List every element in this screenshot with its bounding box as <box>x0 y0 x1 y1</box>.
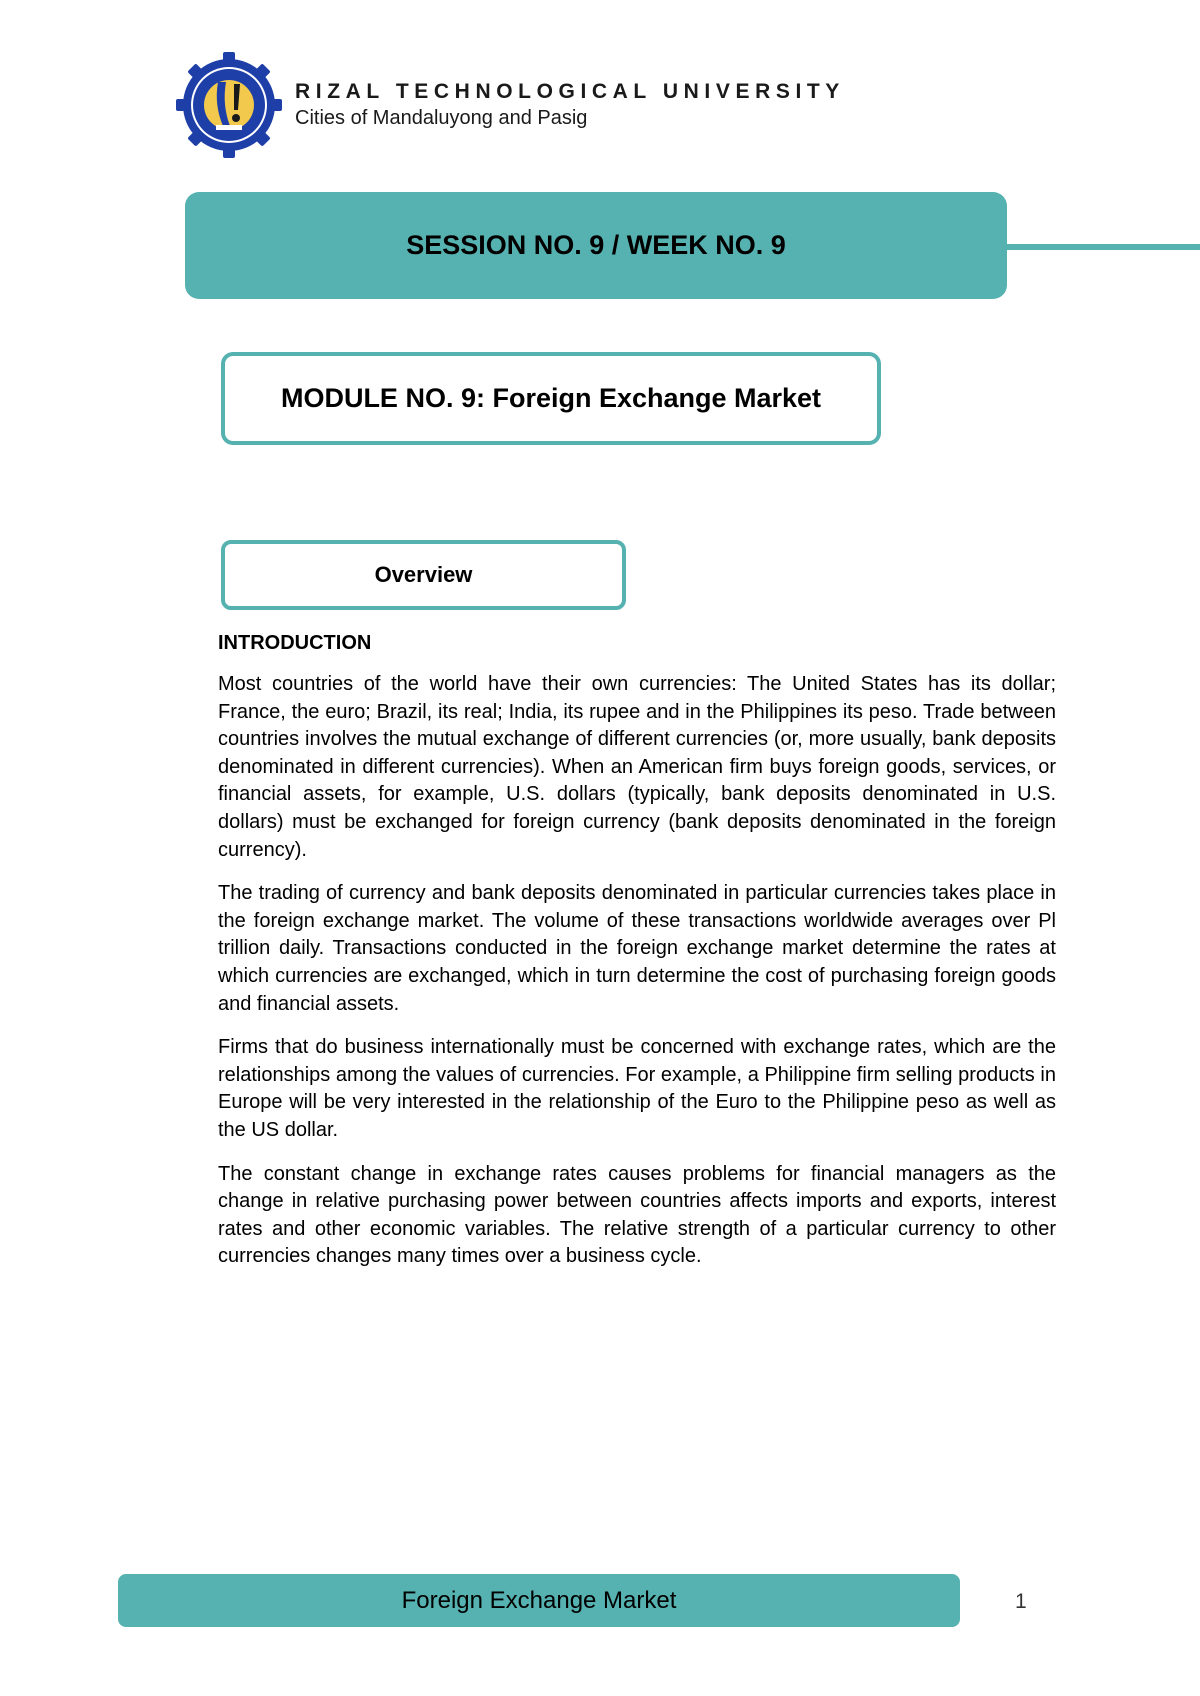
university-subtitle: Cities of Mandaluyong and Pasig <box>295 107 588 129</box>
paragraph: Most countries of the world have their own currencies: The United States has its dollar; France, the euro; Brazil, its real; India, its rupee and in the Philippines its peso. Trade between countries involves the mutual exchange of different currencies (or, more usually, bank deposits denominated in different currencies). When an American firm buys foreign goods, services, or financial assets, for example, U.S. dollars (typically, bank deposits denominated in U.S. dollars) must be exchanged for foreign currency (bank deposits denominated in the foreign currency). <box>218 673 1056 861</box>
paragraph: Firms that do business internationally must be concerned with exchange rates, which are the relationships among the values of currencies. For example, a Philippine firm selling products in Europe will be very interested in the relationship of the Euro to the Philippine peso as well as the US dollar. <box>218 1036 1056 1141</box>
session-title: SESSION NO. 9 / WEEK NO. 9 <box>406 230 786 260</box>
university-name: RIZAL TECHNOLOGICAL UNIVERSITY <box>295 80 845 103</box>
module-title: MODULE NO. 9: Foreign Exchange Market <box>280 383 822 413</box>
introduction-heading: INTRODUCTION <box>218 632 372 654</box>
footer-label: Foreign Exchange Market <box>401 1586 677 1614</box>
session-banner-line <box>1007 244 1200 250</box>
overview-label: Overview <box>374 562 473 587</box>
paragraph: The constant change in exchange rates causes problems for financial managers as the change in relative purchasing power between countries affects imports and exports, interest rates and other economic variables. The relative strength of a particular currency to other currencies changes many times over a business cycle. <box>218 1162 1056 1268</box>
page-number: 1 <box>1015 1590 1027 1613</box>
session-banner <box>185 192 1007 299</box>
footer-bar <box>118 1574 960 1627</box>
introduction-section <box>218 632 1056 1287</box>
overview-box <box>221 540 626 610</box>
module-title-box <box>221 352 881 445</box>
university-seal-icon <box>176 52 282 158</box>
paragraph: The trading of currency and bank deposits denominated in particular currencies takes place in the foreign exchange market. The volume of these transactions worldwide averages over Pl trillion daily. Transactions conducted in the foreign exchange market determine the rates at which currencies are exchanged, which in turn determine the cost of purchasing foreign goods and financial assets. <box>218 882 1056 1015</box>
